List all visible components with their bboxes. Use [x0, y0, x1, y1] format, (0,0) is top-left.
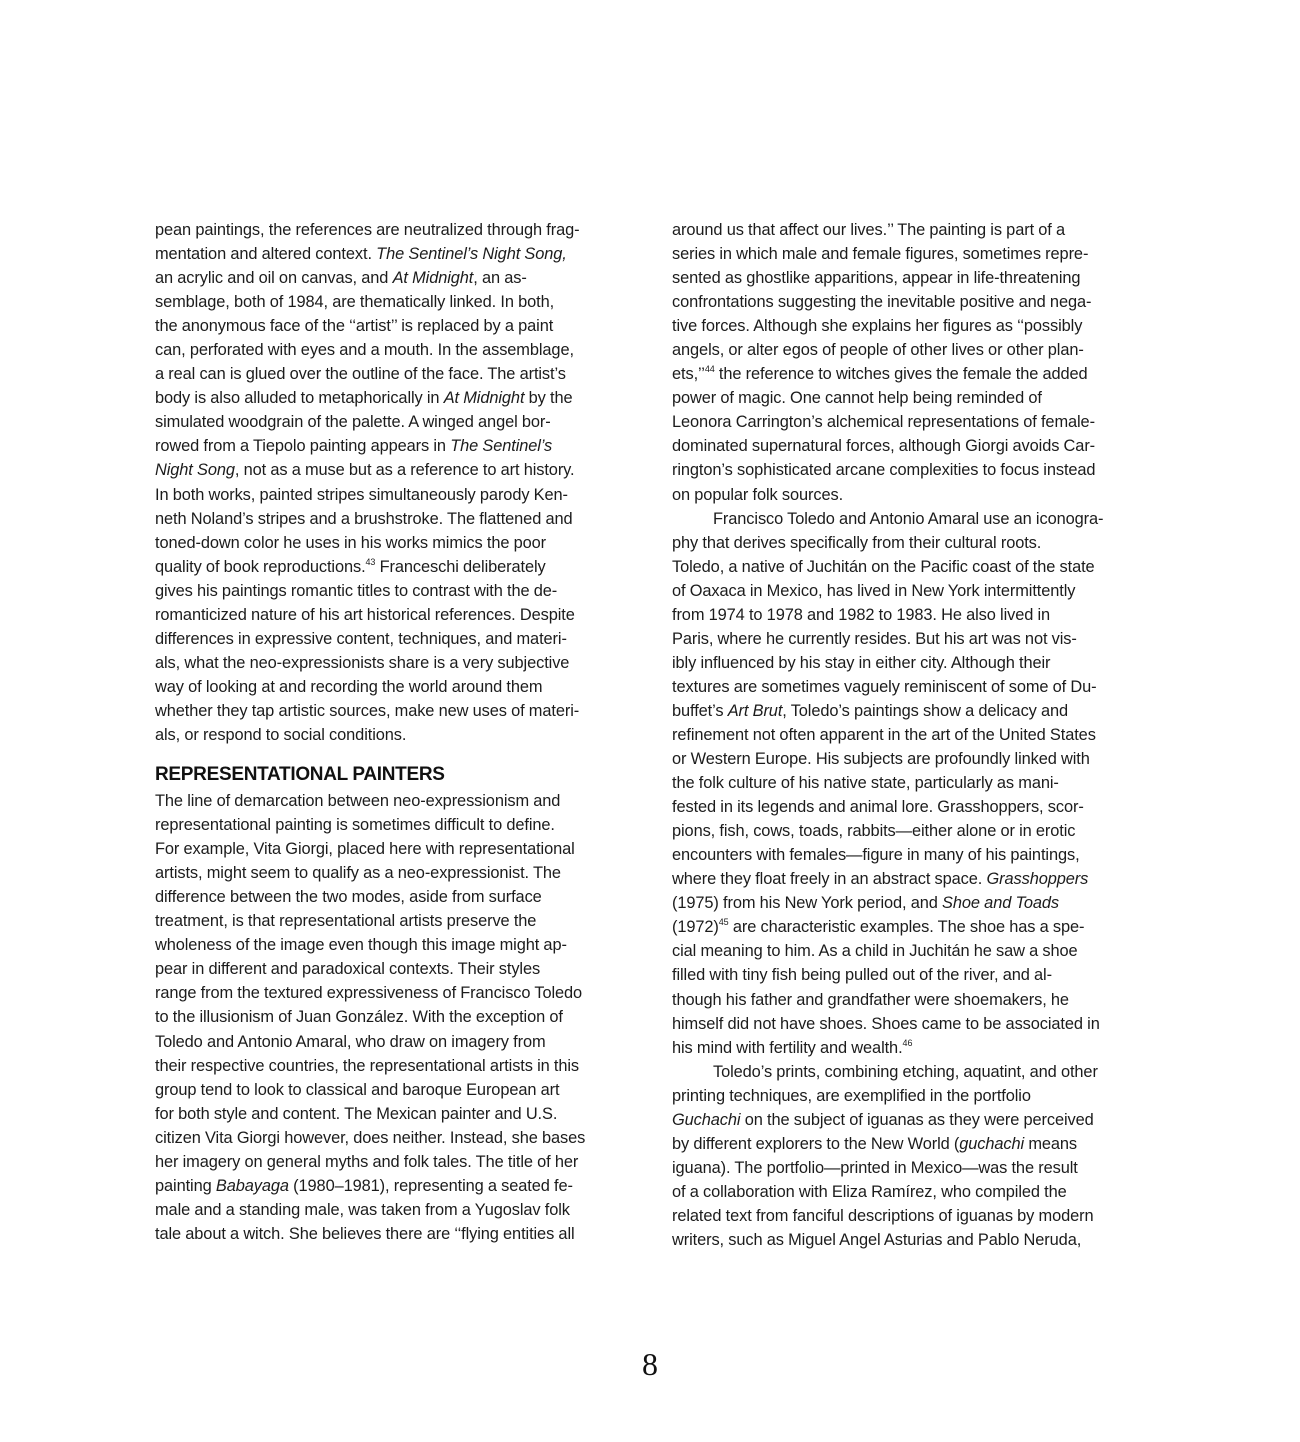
line-text: refinement not often apparent in the art of the United States — [672, 725, 1096, 744]
text-line — [155, 290, 635, 314]
text-line — [672, 867, 1154, 891]
line-text: whether they tap artistic sources, make new uses of materi- — [155, 701, 580, 720]
line-text: als, or respond to social conditions. — [155, 725, 407, 744]
line-text: iguana). The portfolio—printed in Mexico—was the result — [672, 1158, 1078, 1177]
text-line — [155, 1102, 635, 1126]
text-line — [155, 675, 635, 699]
text-line — [155, 933, 635, 957]
text-line — [155, 507, 635, 531]
line-text: on popular folk sources. — [672, 485, 844, 504]
line-text: of a collaboration with Eliza Ramírez, who compiled the — [672, 1182, 1067, 1201]
text-line — [155, 242, 635, 266]
line-text: male and a standing male, was taken from a Yugoslav folk — [155, 1200, 570, 1219]
italic-title: Shoe and Toads — [942, 894, 1060, 913]
line-text: artists, might seem to qualify as a neo-expressionist. The — [155, 864, 561, 883]
line-text: , an as- — [473, 269, 527, 288]
line-text: Toledo’s prints, combining etching, aquatint, and other — [713, 1062, 1098, 1081]
text-line — [155, 266, 635, 290]
line-text: their respective countries, the representational artists in this — [155, 1056, 580, 1075]
line-text: by different explorers to the New World ( — [672, 1134, 960, 1153]
line-text: Francisco Toledo and Antonio Amaral use an iconogra- — [713, 509, 1104, 528]
line-text: a real can is glued over the outline of the face. The artist’s — [155, 365, 566, 384]
text-line — [672, 1060, 1154, 1084]
text-line — [155, 579, 635, 603]
text-line — [155, 1222, 635, 1246]
line-text: to the illusionism of Juan González. With the exception of — [155, 1008, 563, 1027]
line-text: citizen Vita Giorgi however, does neither. Instead, she bases — [155, 1128, 586, 1147]
text-line — [155, 314, 635, 338]
line-text: by the — [524, 389, 573, 408]
text-line — [672, 555, 1154, 579]
line-text: , Toledo’s paintings show a delicacy and — [782, 701, 1069, 720]
text-line — [672, 290, 1154, 314]
footnote-ref: 45 — [718, 917, 729, 928]
italic-title: Guchachi — [672, 1110, 741, 1129]
text-line — [672, 771, 1154, 795]
italic-title: The Sentinel’s — [450, 437, 553, 456]
text-line — [672, 386, 1154, 410]
line-text: encounters with females—figure in many of his paintings, — [672, 846, 1080, 865]
italic-title: Night Song — [155, 461, 235, 480]
text-line — [155, 362, 635, 386]
line-text: (1980–1981), representing a seated fe- — [288, 1176, 573, 1195]
line-text: pions, fish, cows, toads, rabbits—either alone or in erotic — [672, 822, 1076, 841]
text-line — [155, 837, 635, 861]
left-column — [155, 218, 635, 1246]
text-line — [672, 507, 1154, 531]
italic-title: Grasshoppers — [986, 870, 1089, 889]
text-line — [672, 458, 1154, 482]
line-text: confrontations suggesting the inevitable positive and nega- — [672, 293, 1092, 312]
line-text: body is also alluded to metaphorically in — [155, 389, 444, 408]
text-line — [155, 957, 635, 981]
text-line — [672, 483, 1154, 507]
footnote-ref: 44 — [704, 364, 715, 375]
line-text: Franceschi deliberately — [375, 557, 546, 576]
line-text: of Oaxaca in Mexico, has lived in New York intermittently — [672, 581, 1076, 600]
page-number: 8 — [642, 1346, 658, 1382]
text-line — [672, 843, 1154, 867]
line-text: buffet’s — [672, 701, 728, 720]
text-line — [672, 988, 1154, 1012]
line-text: fested in its legends and animal lore. Grasshoppers, scor- — [672, 798, 1084, 817]
text-line — [672, 915, 1154, 939]
text-line — [155, 1150, 635, 1174]
text-line — [155, 338, 635, 362]
line-text: or Western Europe. His subjects are profoundly linked with — [672, 750, 1090, 769]
text-line — [672, 627, 1154, 651]
line-text: tive forces. Although she explains her figures as ‘‘possibly — [672, 317, 1083, 336]
text-line — [672, 410, 1154, 434]
text-line — [155, 1126, 635, 1150]
line-text: filled with tiny fish being pulled out of the river, and al- — [672, 966, 1052, 985]
line-text: gives his paintings romantic titles to contrast with the de- — [155, 581, 558, 600]
text-line — [672, 1036, 1154, 1060]
italic-title: The Sentinel’s Night Song, — [376, 245, 567, 264]
line-text: for both style and content. The Mexican painter and U.S. — [155, 1104, 558, 1123]
line-text: pean paintings, the references are neutralized through frag- — [155, 221, 580, 239]
line-text: power of magic. One cannot help being reminded of — [672, 389, 1042, 408]
line-text: though his father and grandfather were shoemakers, he — [672, 990, 1069, 1009]
line-text: the anonymous face of the ‘‘artist’’ is replaced by a paint — [155, 317, 554, 336]
line-text: his mind with fertility and wealth. — [672, 1038, 903, 1057]
text-line — [672, 651, 1154, 675]
line-text: an acrylic and oil on canvas, and — [155, 269, 393, 288]
text-line — [672, 338, 1154, 362]
text-line — [672, 1132, 1154, 1156]
line-text: als, what the neo-expressionists share is a very subjective — [155, 653, 570, 672]
text-line — [155, 386, 635, 410]
line-text: treatment, is that representational artists preserve the — [155, 912, 537, 931]
text-line — [672, 1204, 1154, 1228]
text-line — [672, 1108, 1154, 1132]
italic-title: Babayaga — [215, 1176, 289, 1195]
text-line — [155, 531, 635, 555]
text-line — [155, 218, 635, 242]
text-line — [672, 1012, 1154, 1036]
text-line — [672, 362, 1154, 386]
text-line — [672, 242, 1154, 266]
italic-title: At Midnight — [443, 389, 525, 408]
line-text: painting — [155, 1176, 216, 1195]
text-line — [672, 1156, 1154, 1180]
line-text: range from the textured expressiveness of Francisco Toledo — [155, 984, 583, 1003]
line-text: textures are sometimes vaguely reminiscent of some of Du- — [672, 677, 1097, 696]
line-text: simulated woodgrain of the palette. A winged angel bor- — [155, 413, 551, 432]
text-line — [672, 218, 1154, 242]
line-text: The line of demarcation between neo-expressionism and — [155, 792, 561, 811]
line-text: pear in different and paradoxical contexts. Their styles — [155, 960, 541, 979]
line-text: For example, Vita Giorgi, placed here with representational — [155, 840, 575, 859]
text-line — [155, 861, 635, 885]
text-line — [155, 1078, 635, 1102]
text-line — [155, 603, 635, 627]
line-text: quality of book reproductions. — [155, 557, 366, 576]
text-line — [155, 723, 635, 747]
line-text: can, perforated with eyes and a mouth. In the assemblage, — [155, 341, 574, 360]
line-text: (1972) — [672, 918, 719, 937]
line-text: series in which male and female figures, sometimes repre- — [672, 245, 1089, 264]
text-line — [155, 981, 635, 1005]
line-text: Toledo, a native of Juchitán on the Pacific coast of the state — [672, 557, 1095, 576]
text-line — [672, 747, 1154, 771]
line-text: around us that affect our lives.’’ The painting is part of a — [672, 221, 1066, 239]
line-text: phy that derives specifically from their cultural roots. — [672, 533, 1042, 552]
line-text: writers, such as Miguel Angel Asturias and Pablo Neruda, — [672, 1230, 1082, 1249]
text-line — [672, 531, 1154, 555]
line-text: cial meaning to him. As a child in Juchitán he saw a shoe — [672, 942, 1078, 961]
text-line — [155, 458, 635, 482]
text-line — [672, 266, 1154, 290]
line-text: dominated supernatural forces, although Giorgi avoids Car- — [672, 437, 1096, 456]
text-line — [672, 939, 1154, 963]
line-text: toned-down color he uses in his works mimics the poor — [155, 533, 547, 552]
text-line — [155, 699, 635, 723]
line-text: neth Noland’s stripes and a brushstroke. The flattened and — [155, 509, 573, 528]
text-line — [672, 699, 1154, 723]
text-line — [155, 813, 635, 837]
line-text: ets,’’ — [672, 365, 705, 384]
text-line — [155, 651, 635, 675]
line-text: , not as a muse but as a reference to art history. — [234, 461, 575, 480]
section-heading: REPRESENTATIONAL PAINTERS — [155, 764, 445, 786]
text-line — [672, 675, 1154, 699]
line-text: way of looking at and recording the world around them — [155, 677, 543, 696]
text-line — [155, 555, 635, 579]
text-line — [672, 795, 1154, 819]
line-text: sented as ghostlike apparitions, appear in life-threatening — [672, 269, 1081, 288]
line-text: wholeness of the image even though this image might ap- — [155, 936, 567, 955]
text-line — [155, 909, 635, 933]
text-line — [155, 1030, 635, 1054]
line-text: differences in expressive content, techniques, and materi- — [155, 629, 567, 648]
line-text: the reference to witches gives the female the added — [714, 365, 1088, 384]
line-text: Toledo and Antonio Amaral, who draw on imagery from — [155, 1032, 546, 1051]
footnote-ref: 43 — [365, 556, 376, 567]
text-line — [155, 434, 635, 458]
italic-title: Art Brut — [727, 701, 783, 720]
line-text: (1975) from his New York period, and — [672, 894, 943, 913]
text-line — [155, 1198, 635, 1222]
line-text: Leonora Carrington’s alchemical representations of female- — [672, 413, 1095, 432]
text-line — [155, 627, 635, 651]
text-line — [155, 789, 635, 813]
line-text: tale about a witch. She believes there are ‘‘flying entities all — [155, 1224, 575, 1243]
footnote-ref: 46 — [902, 1037, 913, 1048]
text-line — [672, 579, 1154, 603]
line-text: her imagery on general myths and folk tales. The title of her — [155, 1152, 579, 1171]
line-text: from 1974 to 1978 and 1982 to 1983. He also lived in — [672, 605, 1051, 624]
text-line — [155, 410, 635, 434]
text-line — [155, 483, 635, 507]
text-line — [672, 434, 1154, 458]
text-line — [672, 1084, 1154, 1108]
line-text: means — [1024, 1134, 1078, 1153]
text-line — [672, 963, 1154, 987]
text-line — [672, 314, 1154, 338]
line-text: himself did not have shoes. Shoes came to be associated in — [672, 1014, 1100, 1033]
line-text: angels, or alter egos of people of other lives or other plan- — [672, 341, 1084, 360]
line-text: where they float freely in an abstract space. — [672, 870, 987, 889]
line-text: group tend to look to classical and baroque European art — [155, 1080, 560, 1099]
right-column — [672, 218, 1154, 1252]
text-line — [672, 723, 1154, 747]
text-line — [672, 1228, 1154, 1252]
text-line — [155, 1054, 635, 1078]
line-text: mentation and altered context. — [155, 245, 377, 264]
line-text: rington’s sophisticated arcane complexities to focus instead — [672, 461, 1096, 480]
line-text: romanticized nature of his art historical references. Despite — [155, 605, 575, 624]
line-text: are characteristic examples. The shoe has a spe- — [728, 918, 1085, 937]
italic-title: At Midnight — [392, 269, 474, 288]
line-text: printing techniques, are exemplified in the portfolio — [672, 1086, 1031, 1105]
line-text: the folk culture of his native state, particularly as mani- — [672, 774, 1059, 793]
text-line — [155, 1174, 635, 1198]
text-line — [672, 603, 1154, 627]
line-text: Paris, where he currently resides. But his art was not vis- — [672, 629, 1077, 648]
line-text: semblage, both of 1984, are thematically linked. In both, — [155, 293, 555, 312]
line-text: In both works, painted stripes simultaneously parody Ken- — [155, 485, 568, 504]
line-text: difference between the two modes, aside from surface — [155, 888, 542, 907]
line-text: related text from fanciful descriptions of iguanas by modern — [672, 1206, 1094, 1225]
line-text: rowed from a Tiepolo painting appears in — [155, 437, 451, 456]
text-line — [672, 891, 1154, 915]
text-line — [672, 819, 1154, 843]
text-line — [672, 1180, 1154, 1204]
italic-title: guchachi — [959, 1134, 1025, 1153]
line-text: representational painting is sometimes difficult to define. — [155, 816, 555, 835]
text-line — [155, 1005, 635, 1029]
text-line — [155, 885, 635, 909]
line-text: on the subject of iguanas as they were perceived — [740, 1110, 1094, 1129]
line-text: ibly influenced by his stay in either city. Although their — [672, 653, 1051, 672]
